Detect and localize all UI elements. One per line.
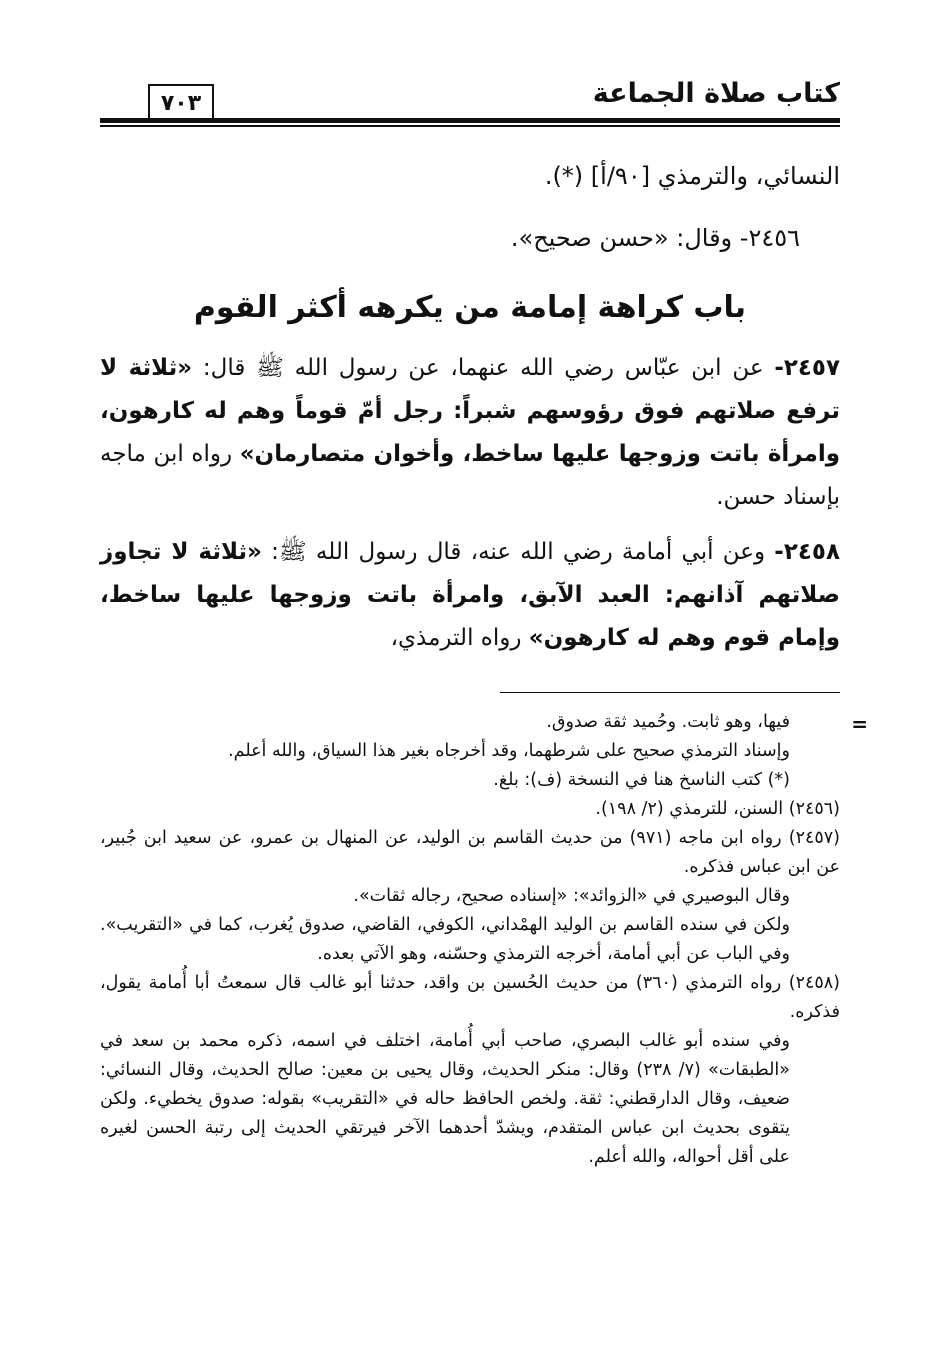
- footnote-2457: (٢٤٥٧) رواه ابن ماجه (٩٧١) من حديث القاسم بن الوليد، عن المنهال بن عمرو، عن سعيد ابن جُبير، عن ابن عباس فذكره.: [100, 828, 840, 877]
- hadith-number: ٢٤٥٨-: [774, 539, 840, 565]
- footnote-line: فيها، وهو ثابت. وحُميد ثقة صدوق.: [546, 712, 790, 732]
- footnote-line: (*) كتب الناسخ هنا في النسخة (ف): بلغ.: [493, 770, 790, 790]
- header-rule: [100, 118, 840, 123]
- footnote-2458: (٢٤٥٨) رواه الترمذي (٣٦٠) من حديث الحُسين بن واقد، حدثنا أبو غالب قال سمعتُ أبا أُمامة يقول، فذكره.: [100, 973, 840, 1022]
- footnote-line: وقال البوصيري في «الزوائد»: «إسناده صحيح، رجاله ثقات».: [353, 886, 790, 906]
- chapter-title: باب كراهة إمامة من يكرهه أكثر القوم: [193, 290, 747, 325]
- footnotes: [100, 708, 840, 1172]
- footnote-line: وإسناد الترمذي صحيح على شرطهما، وقد أخرجاه بغير هذا السياق، والله أعلم.: [228, 741, 790, 761]
- hadith-source: رواه ابن ماجه بإسناد حسن.: [100, 441, 840, 510]
- footnote-line: ولكن في سنده القاسم بن الوليد الهمْداني، الكوفي، القاضي، صدوق يُغرب، كما في «التقريب». وفي الباب عن أبي أمامة، أخرجه الترمذي وحسّنه، وهو الآتي بعده.: [100, 915, 790, 964]
- hadith-matn: «ثلاثة لا تجاوز صلاتهم آذانهم: العبد الآبق، وامرأة باتت وزوجها عليها ساخط، وإمام قوم وهم له كارهون»: [100, 539, 840, 651]
- hadith-2458: [100, 531, 840, 660]
- hadith-chain: عن ابن عبّاس رضي الله عنهما، عن رسول الله ﷺ قال:: [202, 355, 764, 381]
- hadith-chain: وعن أبي أمامة رضي الله عنه، قال رسول الله ﷺ:: [271, 539, 766, 565]
- hadith-matn: «ثلاثة لا ترفع صلاتهم فوق رؤوسهم شبراً: رجل أمّ قوماً وهم له كارهون، وامرأة باتت وزوجها عليها ساخط، وأخوان متصارمان»: [100, 355, 841, 467]
- text-line-1: النسائي، والترمذي [٩٠/أ] (*).: [544, 162, 840, 190]
- text-line-2: ٢٤٥٦- وقال: «حسن صحيح».: [510, 224, 800, 252]
- page-header: [100, 72, 840, 128]
- book-title: كتاب صلاة الجماعة: [592, 78, 840, 109]
- continuation-mark: =: [851, 712, 868, 736]
- hadith-source: رواه الترمذي،: [390, 625, 522, 651]
- main-text: [100, 150, 840, 672]
- footnote-2456: (٢٤٥٦) السنن، للترمذي (٢/ ١٩٨).: [595, 799, 840, 819]
- hadith-2457: [100, 347, 840, 519]
- page-number: ٧٠٣: [148, 84, 214, 120]
- footnote-line: وفي سنده أبو غالب البصري، صاحب أبي أُمامة، اختلف في اسمه، ذكره محمد بن سعد في «الطبقات» (٧/ ٢٣٨) وقال: منكر الحديث، وقال يحيى بن معين: صالح الحديث، وقال النسائي: ضعيف، وقال الدارقطني: ثقة. ولخص الحافظ حاله في «التقريب» بقوله: صدوق يخطيء. ولكن يتقوى بحديث ابن عباس المتقدم، ويشدّ أحدهما الآخر فيرتقي الحديث إلى رتبة الحسن لغيره على أقل أحواله، والله أعلم.: [100, 1031, 790, 1167]
- header-rule-thin: [100, 125, 840, 127]
- hadith-number: ٢٤٥٧-: [774, 355, 841, 381]
- footnote-separator: [500, 692, 840, 693]
